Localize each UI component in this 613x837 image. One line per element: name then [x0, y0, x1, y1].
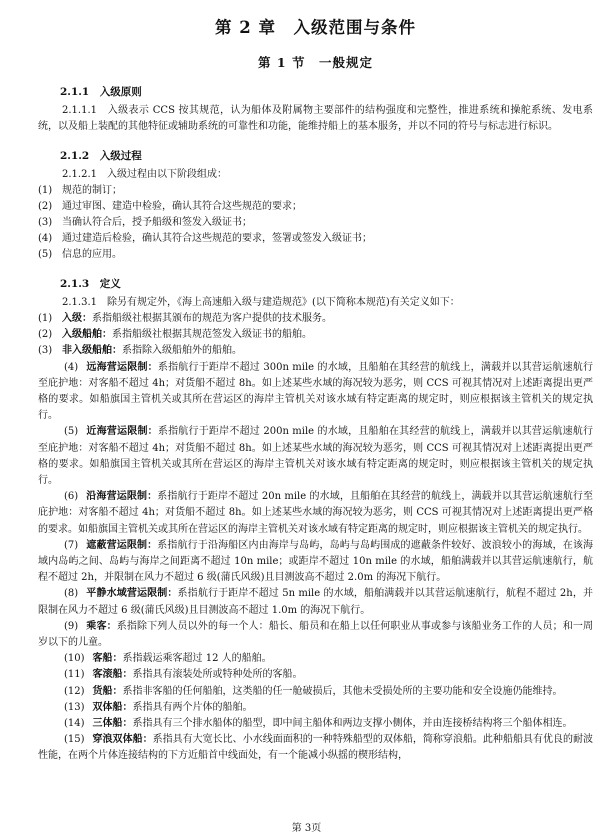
- definition-text: 系指除入级船舶外的船舶。: [122, 345, 242, 357]
- definition-text: 系指航行于距岸不超过 20n mile 的水域，且船舶在其经营的航线上，满载并以其营运航速航行至庇护地：对客船不超过 4h；对货船不超过 8h。如上述某些水域的海况较为恶劣，则 CCS 可视其情况对上述距离提出更严格的要求。如船旗国主管机关或其所在营运区的海岸主管机关对该水域有特定距离的规定时，则应根据该主管机关的规定执行。: [38, 491, 594, 535]
- paragraph-2-1-2-1: 2.1.2.1 入级过程由以下阶段组成：: [62, 169, 227, 180]
- definition-item: [38, 700, 593, 716]
- definition-term: 乘客：: [86, 620, 117, 632]
- definition-number: (10): [64, 653, 85, 665]
- page-number: 第 3页: [291, 823, 322, 834]
- definition-term: 客船：: [92, 653, 123, 665]
- definition-text: 系指船级社根据其颁布的规范为客户提供的技术服务。: [92, 313, 332, 324]
- definition-term: 远海营运限制：: [86, 361, 158, 373]
- definition-item: [38, 311, 593, 327]
- list-item: [38, 247, 593, 263]
- definition-item: [38, 586, 593, 618]
- list-item: [38, 231, 593, 247]
- definition-item: [38, 538, 593, 587]
- list-item-text: 通过建造后检验，确认其符合这些规范的要求，签署或签发入级证书；: [62, 233, 372, 244]
- definition-item: [38, 732, 593, 764]
- definition-number: (3): [38, 345, 53, 357]
- definition-term: 货船：: [92, 685, 123, 697]
- definition-term: 三体船：: [92, 718, 133, 730]
- list-item-text: 规范的制订；: [62, 185, 122, 196]
- process-list: [38, 183, 593, 263]
- definition-term: 沿海营运限制：: [86, 491, 158, 503]
- definition-text: 系指航行于距岸不超过 300n mile 的水域，且船舶在其经营的航线上，满载并以其营运航速航行至庇护地：对客船不超过 4h；对货船不超过 8h。如上述某些水域的海况较为恶劣，则 CCS 可视其情况对上述距离提出更严格的要求。如船旗国主管机关或其所在营运区的海岸主管机关对该水域有特定距离的规定时，则应根据该主管机关的规定执行。: [38, 361, 593, 422]
- definition-text: 系指载运乘客超过 12 人的船舶。: [122, 653, 272, 665]
- definition-text: 系指船级社根据其规范签发入级证书的船舶。: [112, 329, 312, 341]
- definition-number: (2): [38, 329, 53, 341]
- list-item: [38, 199, 593, 215]
- definition-term: 近海营运限制：: [86, 426, 158, 438]
- definition-item: [38, 667, 593, 683]
- definition-number: (6): [64, 491, 79, 503]
- list-item-number: (1): [38, 185, 53, 196]
- definition-term: 遮蔽营运限制：: [86, 539, 158, 551]
- definition-text: 系指航行于距岸不超过 5n mile 的水域，船舶满载并以其营运航速航行，航程不超过 2h，并限制在风力不超过 6 级(蒲氏风级)且目测波高不超过 1.0m 的海况下航行。: [38, 588, 593, 616]
- chapter-title: 第 2 章 入级范围与条件: [215, 18, 416, 37]
- heading-2-1-3: 2.1.3 定义: [60, 278, 121, 290]
- definition-item: [38, 619, 593, 651]
- paragraph-2-1-3-1: 2.1.3.1 除另有规定外，《海上高速船入级与建造规范》(以下简称本规范)有关定义如下：: [62, 297, 460, 308]
- list-item-number: (3): [38, 217, 53, 228]
- definition-number: (15): [64, 734, 85, 746]
- definition-number: (1): [38, 313, 53, 324]
- definition-text: 系指具有两个片体的船舶。: [132, 701, 253, 713]
- heading-2-1-2: 2.1.2 入级过程: [60, 150, 142, 162]
- definition-text: 系指具有大宽长比、小水线面面积的一种特殊船型的双体船，简称穿浪船。此种船船具有优良的耐波性能，在两个片体连接结构的下方近船首中线面处，有一个能减小纵摇的楔形结构，: [38, 734, 594, 762]
- paragraph-2-1-1-1: 2.1.1.1 入级表示 CCS 按其规范，认为船体及附属物主要部件的结构强度和完整性，推进系统和操舵系统、发电系统，以及船上装配的其他特征或辅助系统的可靠性和功能，能维持船上的基本服务，并以不同的符号与标志进行标识。: [38, 105, 593, 132]
- document-page: [38, 0, 593, 765]
- definition-text: 系指非客船的任何船舶，这类船的任一舱破损后，其他未受损处所的主要功能和安全设施仍能维持。: [122, 685, 563, 697]
- definition-number: (9): [64, 620, 79, 632]
- list-item-text: 当确认符合后，授予船级和签发入级证书；: [62, 217, 252, 228]
- definition-number: (7): [64, 539, 79, 551]
- definition-text: 系指除下列人员以外的每一个人：船长、船员和在船上以任何职业从事或参与该船业务工作的人员；和一周岁以下的儿童。: [38, 620, 593, 649]
- definition-item: [38, 651, 593, 667]
- definition-term: 穿浪双体船：: [92, 734, 153, 746]
- list-item-number: (2): [38, 201, 53, 212]
- section-title: 第 1 节 一般规定: [258, 55, 373, 70]
- definition-number: (4): [64, 361, 79, 373]
- definition-list: [38, 311, 593, 765]
- definition-number: (13): [64, 701, 85, 713]
- definition-term: 非入级船舶：: [62, 345, 122, 357]
- definition-item: [38, 327, 593, 343]
- list-item: [38, 183, 593, 199]
- definition-number: (11): [64, 669, 85, 681]
- definition-term: 平静水域营运限制：: [86, 588, 178, 600]
- definition-item: [38, 489, 593, 538]
- list-item-text: 信息的应用。: [62, 249, 122, 260]
- definition-number: (14): [64, 718, 85, 730]
- list-item-text: 通过审图、建造中检验，确认其符合这些规范的要求；: [62, 201, 302, 212]
- definition-number: (12): [64, 685, 85, 697]
- definition-number: (8): [64, 588, 79, 600]
- definition-item: [38, 343, 593, 359]
- definition-item: [38, 424, 593, 489]
- list-item: [38, 215, 593, 231]
- definition-term: 入级船舶：: [62, 329, 112, 341]
- definition-term: 双体船：: [92, 701, 133, 713]
- definition-item: [38, 684, 593, 700]
- definition-text: 系指具有三个排水船体的船型，即中间主船体和两边支撑小侧体，并由连接桥结构将三个船体相连。: [132, 718, 573, 730]
- heading-2-1-1: 2.1.1 入级原则: [60, 86, 142, 98]
- definition-item: [38, 716, 593, 732]
- list-item-number: (4): [38, 233, 53, 244]
- definition-text: 系指航行于沿海船区内由海岸与岛屿，岛屿与岛屿围成的遮蔽条件较好、波浪较小的海域，在该海域内岛屿之间、岛屿与海岸之间距离不超过 10n mile；或距岸不超过 10n mile 的水域，船舶满载并以其营运航速航行，航程不超过 2h，并限制在风力不超过 6 级(蒲氏风级)且目测波高不超过 2.0m 的海况下航行。: [38, 539, 594, 584]
- definition-text: 系指航行于距岸不超过 200n mile 的水域，且船舶在其经营的航线上，满载并以其营运航速航行至庇护地：对客船不超过 4h；对货船不超过 8h。如上述某些水域的海况较为恶劣，则 CCS 可视其情况对上述距离提出更严格的要求。如船旗国主管机关或其所在营运区的海岸主管机关对该水域有特定距离的规定时，则应根据该主管机关的规定执行。: [38, 426, 593, 487]
- definition-item: [38, 360, 593, 425]
- definition-number: (5): [64, 426, 79, 438]
- list-item-number: (5): [38, 249, 53, 260]
- definition-term: 客滚船：: [92, 669, 133, 681]
- definition-text: 系指具有滚装处所或特种处所的客船。: [132, 669, 303, 681]
- definition-term: 入级：: [62, 313, 92, 324]
